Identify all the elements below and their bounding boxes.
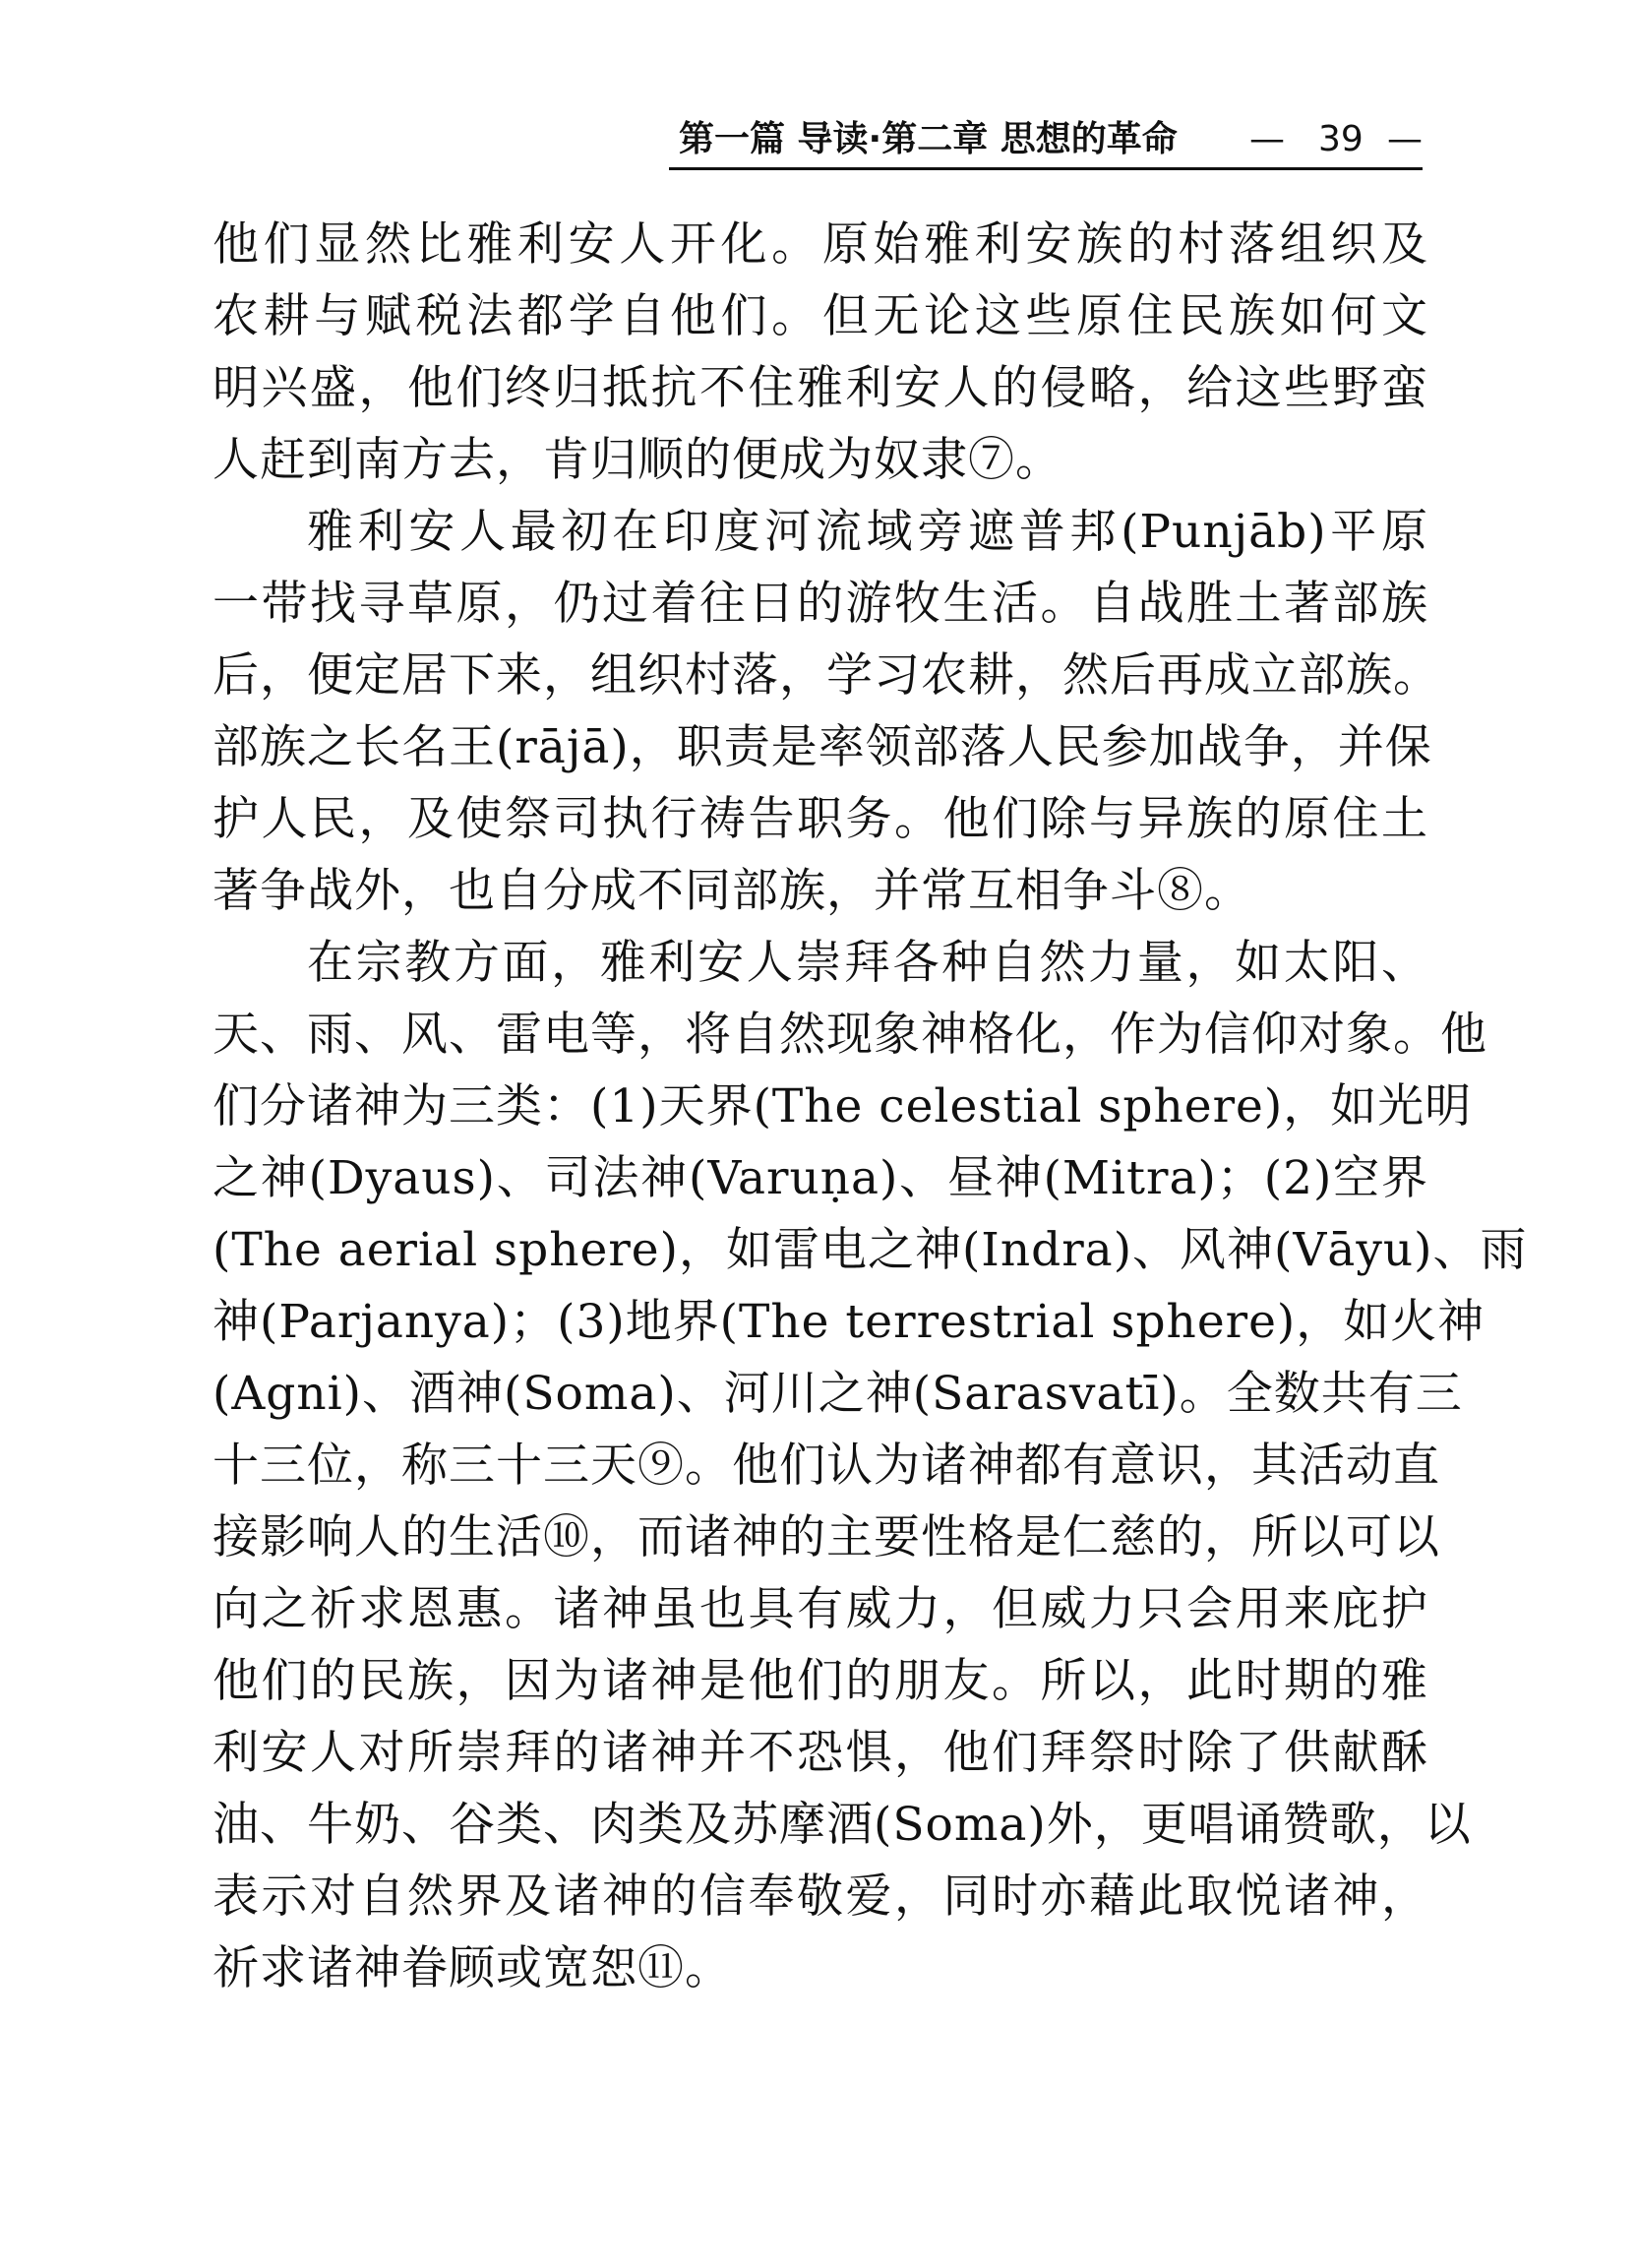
body-text [212,209,1528,2004]
text-line: 之神(Dyaus)、司法神(Varuṇa)、昼神(Mitra)；(2)空界 [212,1151,1428,1205]
text-line: 他们的民族，因为诸神是他们的朋友。所以，此时期的雅 [212,1654,1428,1708]
text-line: 部族之长名王(rājā)，职责是率领部落人民参加战争，并保 [212,720,1432,774]
text-line: 在宗教方面，雅利安人崇拜各种自然力量，如太阳、 [307,936,1428,990]
text-line: (The aerial sphere)，如雷电之神(Indra)、风神(Vāyu)、雨 [212,1223,1528,1277]
text-line: 人赶到南方去，肯归顺的便成为奴隶⑦。 [212,433,1062,487]
header-rule [669,167,1423,170]
text-line: 油、牛奶、谷类、肉类及苏摩酒(Soma)外，更唱诵赞歌，以 [212,1798,1472,1852]
text-line: 神(Parjanya)；(3)地界(The terrestrial sphere)，如火神 [212,1295,1485,1349]
header-dash-right: — [1387,119,1423,159]
text-line: 接影响人的生活⑩，而诸神的主要性格是仁慈的，所以可以 [212,1510,1440,1564]
text-line: 祈求诸神眷顾或宽恕⑪。 [212,1941,732,1995]
header-dash-left: — [1249,119,1285,159]
header-title: 第一篇 导读·第二章 思想的革命 [679,119,1178,159]
text-line: 天、雨、风、雷电等，将自然现象神格化，作为信仰对象。他 [212,1008,1487,1062]
text-line: (Agni)、酒神(Soma)、河川之神(Sarasvatī)。全数共有三 [212,1367,1463,1421]
text-line: 向之祈求恩惠。诸神虽也具有威力，但威力只会用来庇护 [212,1582,1428,1636]
text-line: 护人民，及使祭司执行祷告职务。他们除与异族的原住土 [212,792,1428,846]
text-line: 明兴盛，他们终归抵抗不住雅利安人的侵略，给这些野蛮 [212,361,1428,415]
text-line: 雅利安人最初在印度河流域旁遮普邦(Punjāb)平原 [307,505,1428,559]
text-line: 十三位，称三十三天⑨。他们认为诸神都有意识，其活动直 [212,1439,1440,1493]
text-line: 农耕与赋税法都学自他们。但无论这些原住民族如何文 [212,289,1428,343]
text-line: 后，便定居下来，组织村落，学习农耕，然后再成立部族。 [212,648,1440,703]
text-line: 著争战外，也自分成不同部族，并常互相争斗⑧。 [212,864,1251,918]
text-line: 他们显然比雅利安人开化。原始雅利安族的村落组织及 [212,217,1428,272]
text-line: 表示对自然界及诸神的信奉敬爱，同时亦藉此取悦诸神， [212,1870,1428,1924]
running-header [669,110,1423,169]
text-line: 一带找寻草原，仍过着往日的游牧生活。自战胜土著部族 [212,577,1428,631]
text-line: 利安人对所崇拜的诸神并不恐惧，他们拜祭时除了供献酥 [212,1726,1428,1780]
text-line: 们分诸神为三类：(1)天界(The celestial sphere)，如光明 [212,1079,1473,1134]
page-number: 39 [1318,119,1364,159]
